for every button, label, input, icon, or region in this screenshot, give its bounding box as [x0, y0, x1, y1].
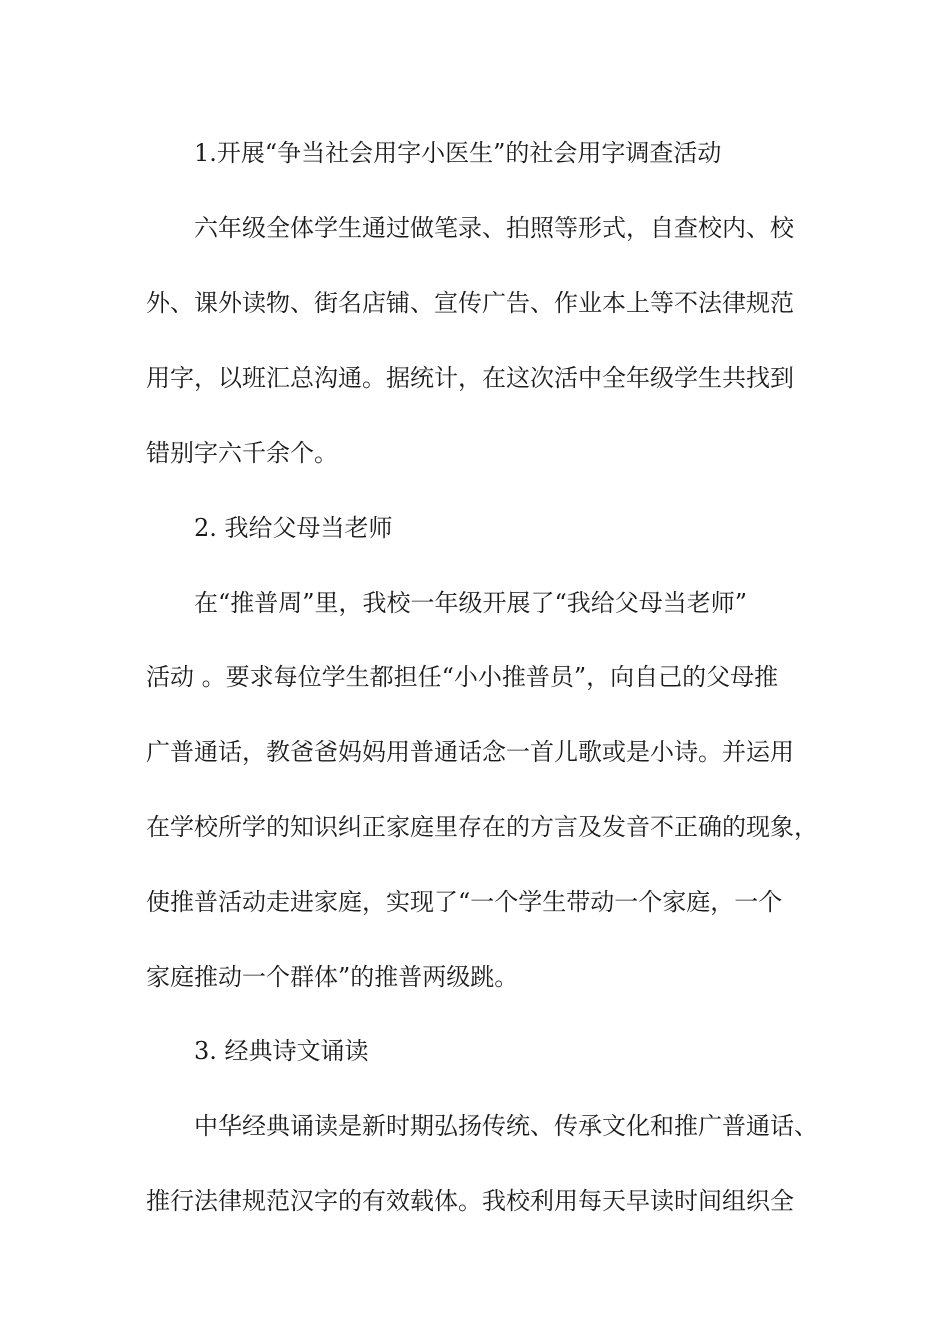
paragraph-line: 错别字六千余个。 [146, 439, 338, 467]
paragraph-line: 活动 。要求每位学生都担任“小小推普员”，向自己的父母推 [146, 663, 779, 691]
paragraph-line: 外、课外读物、街名店铺、宣传广告、作业本上等不法律规范 [146, 289, 794, 317]
paragraph-line: 六年级全体学生通过做笔录、拍照等形式，自查校内、校 [194, 214, 794, 242]
heading-item-1: 1.开展“争当社会用字小医生”的社会用字调查活动 [194, 139, 722, 167]
paragraph-line: 家庭推动一个群体”的推普两级跳。 [146, 963, 519, 991]
paragraph-line: 用字，以班汇总沟通。据统计，在这次活中全年级学生共找到 [146, 364, 794, 392]
heading-item-3: 3. 经典诗文诵读 [194, 1037, 369, 1065]
heading-item-2: 2. 我给父母当老师 [194, 514, 393, 542]
paragraph-line: 在学校所学的知识纠正家庭里存在的方言及发音不正确的现象， [146, 813, 818, 841]
paragraph-line: 推行法律规范汉字的有效载体。我校利用每天早读时间组织全 [146, 1187, 794, 1215]
paragraph-line: 在“推普周”里，我校一年级开展了“我给父母当老师” [194, 589, 748, 617]
paragraph-line: 中华经典诵读是新时期弘扬传统、传承文化和推广普通话、 [194, 1112, 818, 1140]
paragraph-line: 广普通话，教爸爸妈妈用普通话念一首儿歌或是小诗。并运用 [146, 738, 794, 766]
paragraph-line: 使推普活动走进家庭，实现了“一个学生带动一个家庭，一个 [146, 888, 783, 916]
